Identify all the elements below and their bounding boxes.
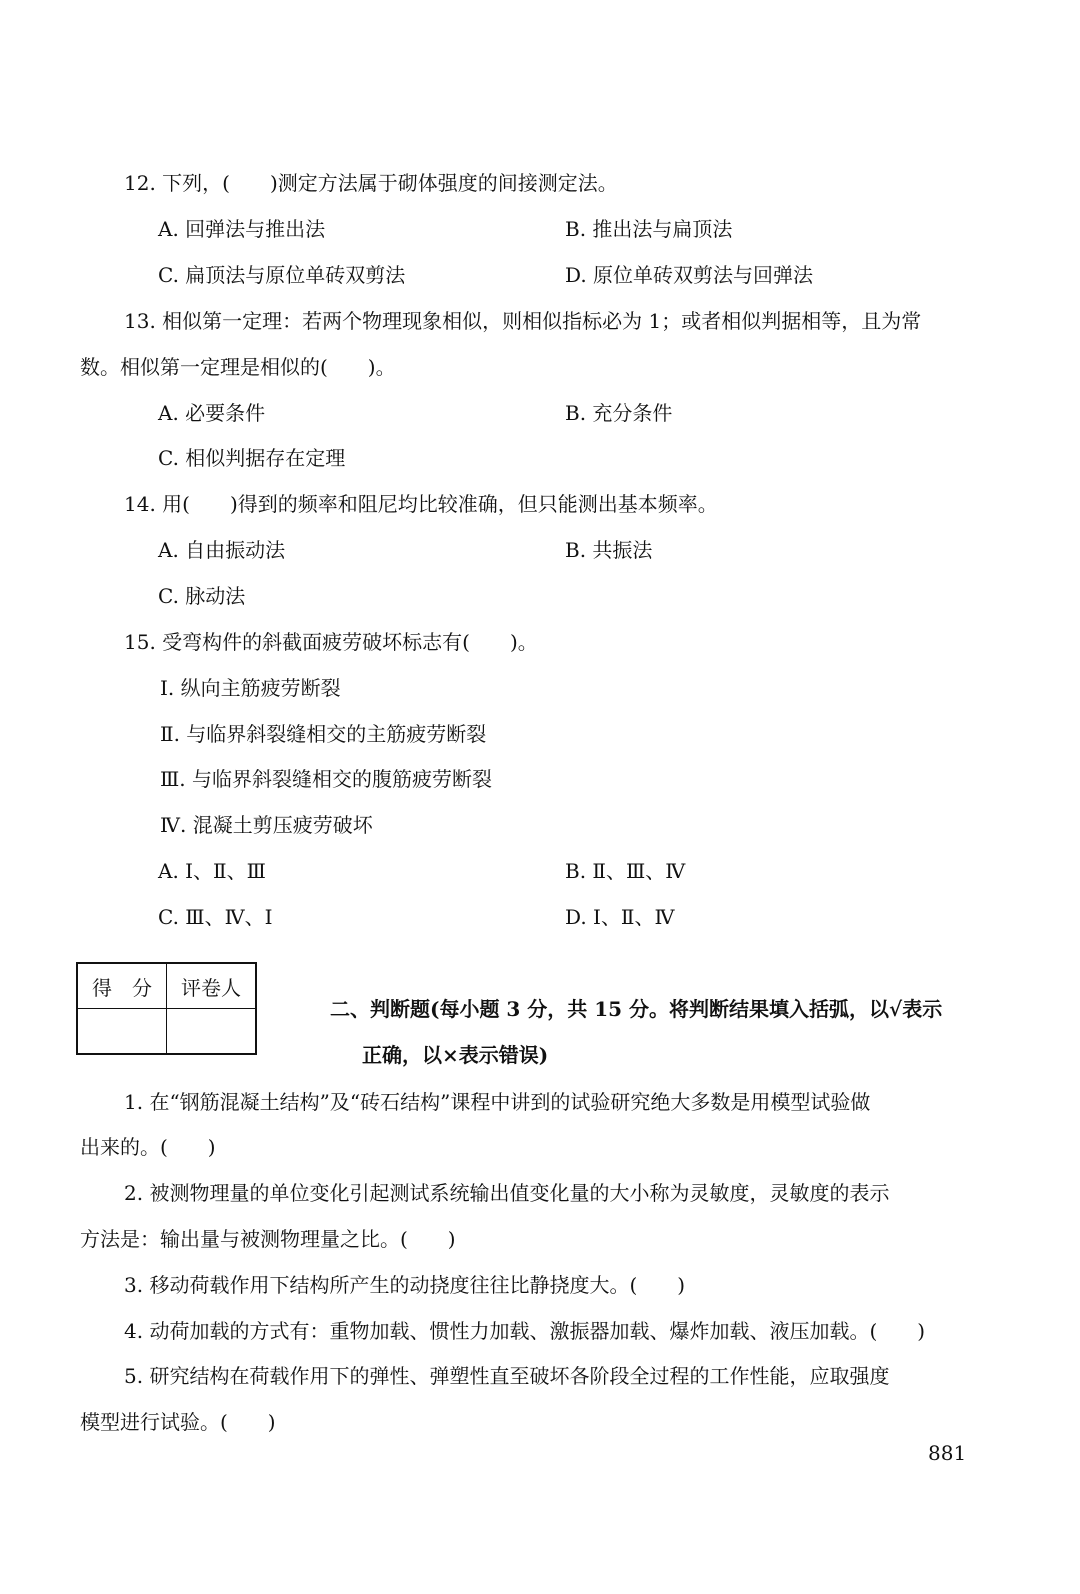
tf-item-2-line1: 2. 被测物理量的单位变化引起测试系统输出值变化量的大小称为灵敏度，灵敏度的表示 xyxy=(124,1181,890,1205)
question-15-statement-4: Ⅳ. 混凝土剪压疲劳破坏 xyxy=(160,813,373,837)
question-12-option-d: D. 原位单砖双剪法与回弹法 xyxy=(565,263,814,287)
question-14-option-a: A. 自由振动法 xyxy=(158,538,286,562)
question-15-statement-2: Ⅱ. 与临界斜裂缝相交的主筋疲劳断裂 xyxy=(160,722,487,746)
question-15-option-c: C. Ⅲ、Ⅳ、Ⅰ xyxy=(158,905,273,929)
score-table xyxy=(76,962,257,1055)
tf-item-4: 4. 动荷加载的方式有：重物加载、惯性力加载、激振器加载、爆炸加载、液压加载。( ) xyxy=(124,1319,926,1343)
question-13-stem-line2: 数。相似第一定理是相似的( )。 xyxy=(80,355,396,379)
score-header: 得 分 xyxy=(77,963,167,1009)
question-14-option-b: B. 共振法 xyxy=(565,538,653,562)
question-14-stem: 14. 用( )得到的频率和阻尼均比较准确，但只能测出基本频率。 xyxy=(124,492,718,516)
grader-cell[interactable] xyxy=(167,1009,257,1055)
section-2-title-line1: 二、判断题(每小题 3 分，共 15 分。将判断结果填入括弧，以√表示 xyxy=(330,997,943,1021)
score-cell[interactable] xyxy=(77,1009,167,1055)
question-15-statement-3: Ⅲ. 与临界斜裂缝相交的腹筋疲劳断裂 xyxy=(160,767,493,791)
question-13-option-c: C. 相似判据存在定理 xyxy=(158,446,346,470)
question-13-stem-line1: 13. 相似第一定理：若两个物理现象相似，则相似指标必为 1；或者相似判据相等，且为常 xyxy=(124,309,922,333)
question-12-option-c: C. 扁顶法与原位单砖双剪法 xyxy=(158,263,406,287)
grader-header: 评卷人 xyxy=(167,963,257,1009)
question-12-option-a: A. 回弹法与推出法 xyxy=(158,217,326,241)
tf-item-5-line2: 模型进行试验。( ) xyxy=(80,1410,276,1434)
question-12-stem: 12. 下列，( )测定方法属于砌体强度的间接测定法。 xyxy=(124,171,618,195)
question-15-option-b: B. Ⅱ、Ⅲ、Ⅳ xyxy=(565,859,686,883)
question-13-option-b: B. 充分条件 xyxy=(565,401,673,425)
question-15-option-d: D. Ⅰ、Ⅱ、Ⅳ xyxy=(565,905,675,929)
tf-item-3: 3. 移动荷载作用下结构所产生的动挠度往往比静挠度大。( ) xyxy=(124,1273,686,1297)
tf-item-1-line1: 1. 在“钢筋混凝土结构”及“砖石结构”课程中讲到的试验研究绝大多数是用模型试验做 xyxy=(124,1090,871,1114)
tf-item-5-line1: 5. 研究结构在荷载作用下的弹性、弹塑性直至破坏各阶段全过程的工作性能，应取强度 xyxy=(124,1364,890,1388)
tf-item-1-line2: 出来的。( ) xyxy=(80,1135,216,1159)
question-14-option-c: C. 脉动法 xyxy=(158,584,246,608)
page-number: 881 xyxy=(928,1441,967,1465)
tf-item-2-line2: 方法是：输出量与被测物理量之比。( ) xyxy=(80,1227,456,1251)
section-2-title-line2: 正确，以×表示错误) xyxy=(362,1043,549,1067)
question-15-statement-1: Ⅰ. 纵向主筋疲劳断裂 xyxy=(160,676,341,700)
question-12-option-b: B. 推出法与扁顶法 xyxy=(565,217,733,241)
question-15-stem: 15. 受弯构件的斜截面疲劳破坏标志有( )。 xyxy=(124,630,538,654)
question-15-option-a: A. Ⅰ、Ⅱ、Ⅲ xyxy=(158,859,266,883)
question-13-option-a: A. 必要条件 xyxy=(158,401,266,425)
